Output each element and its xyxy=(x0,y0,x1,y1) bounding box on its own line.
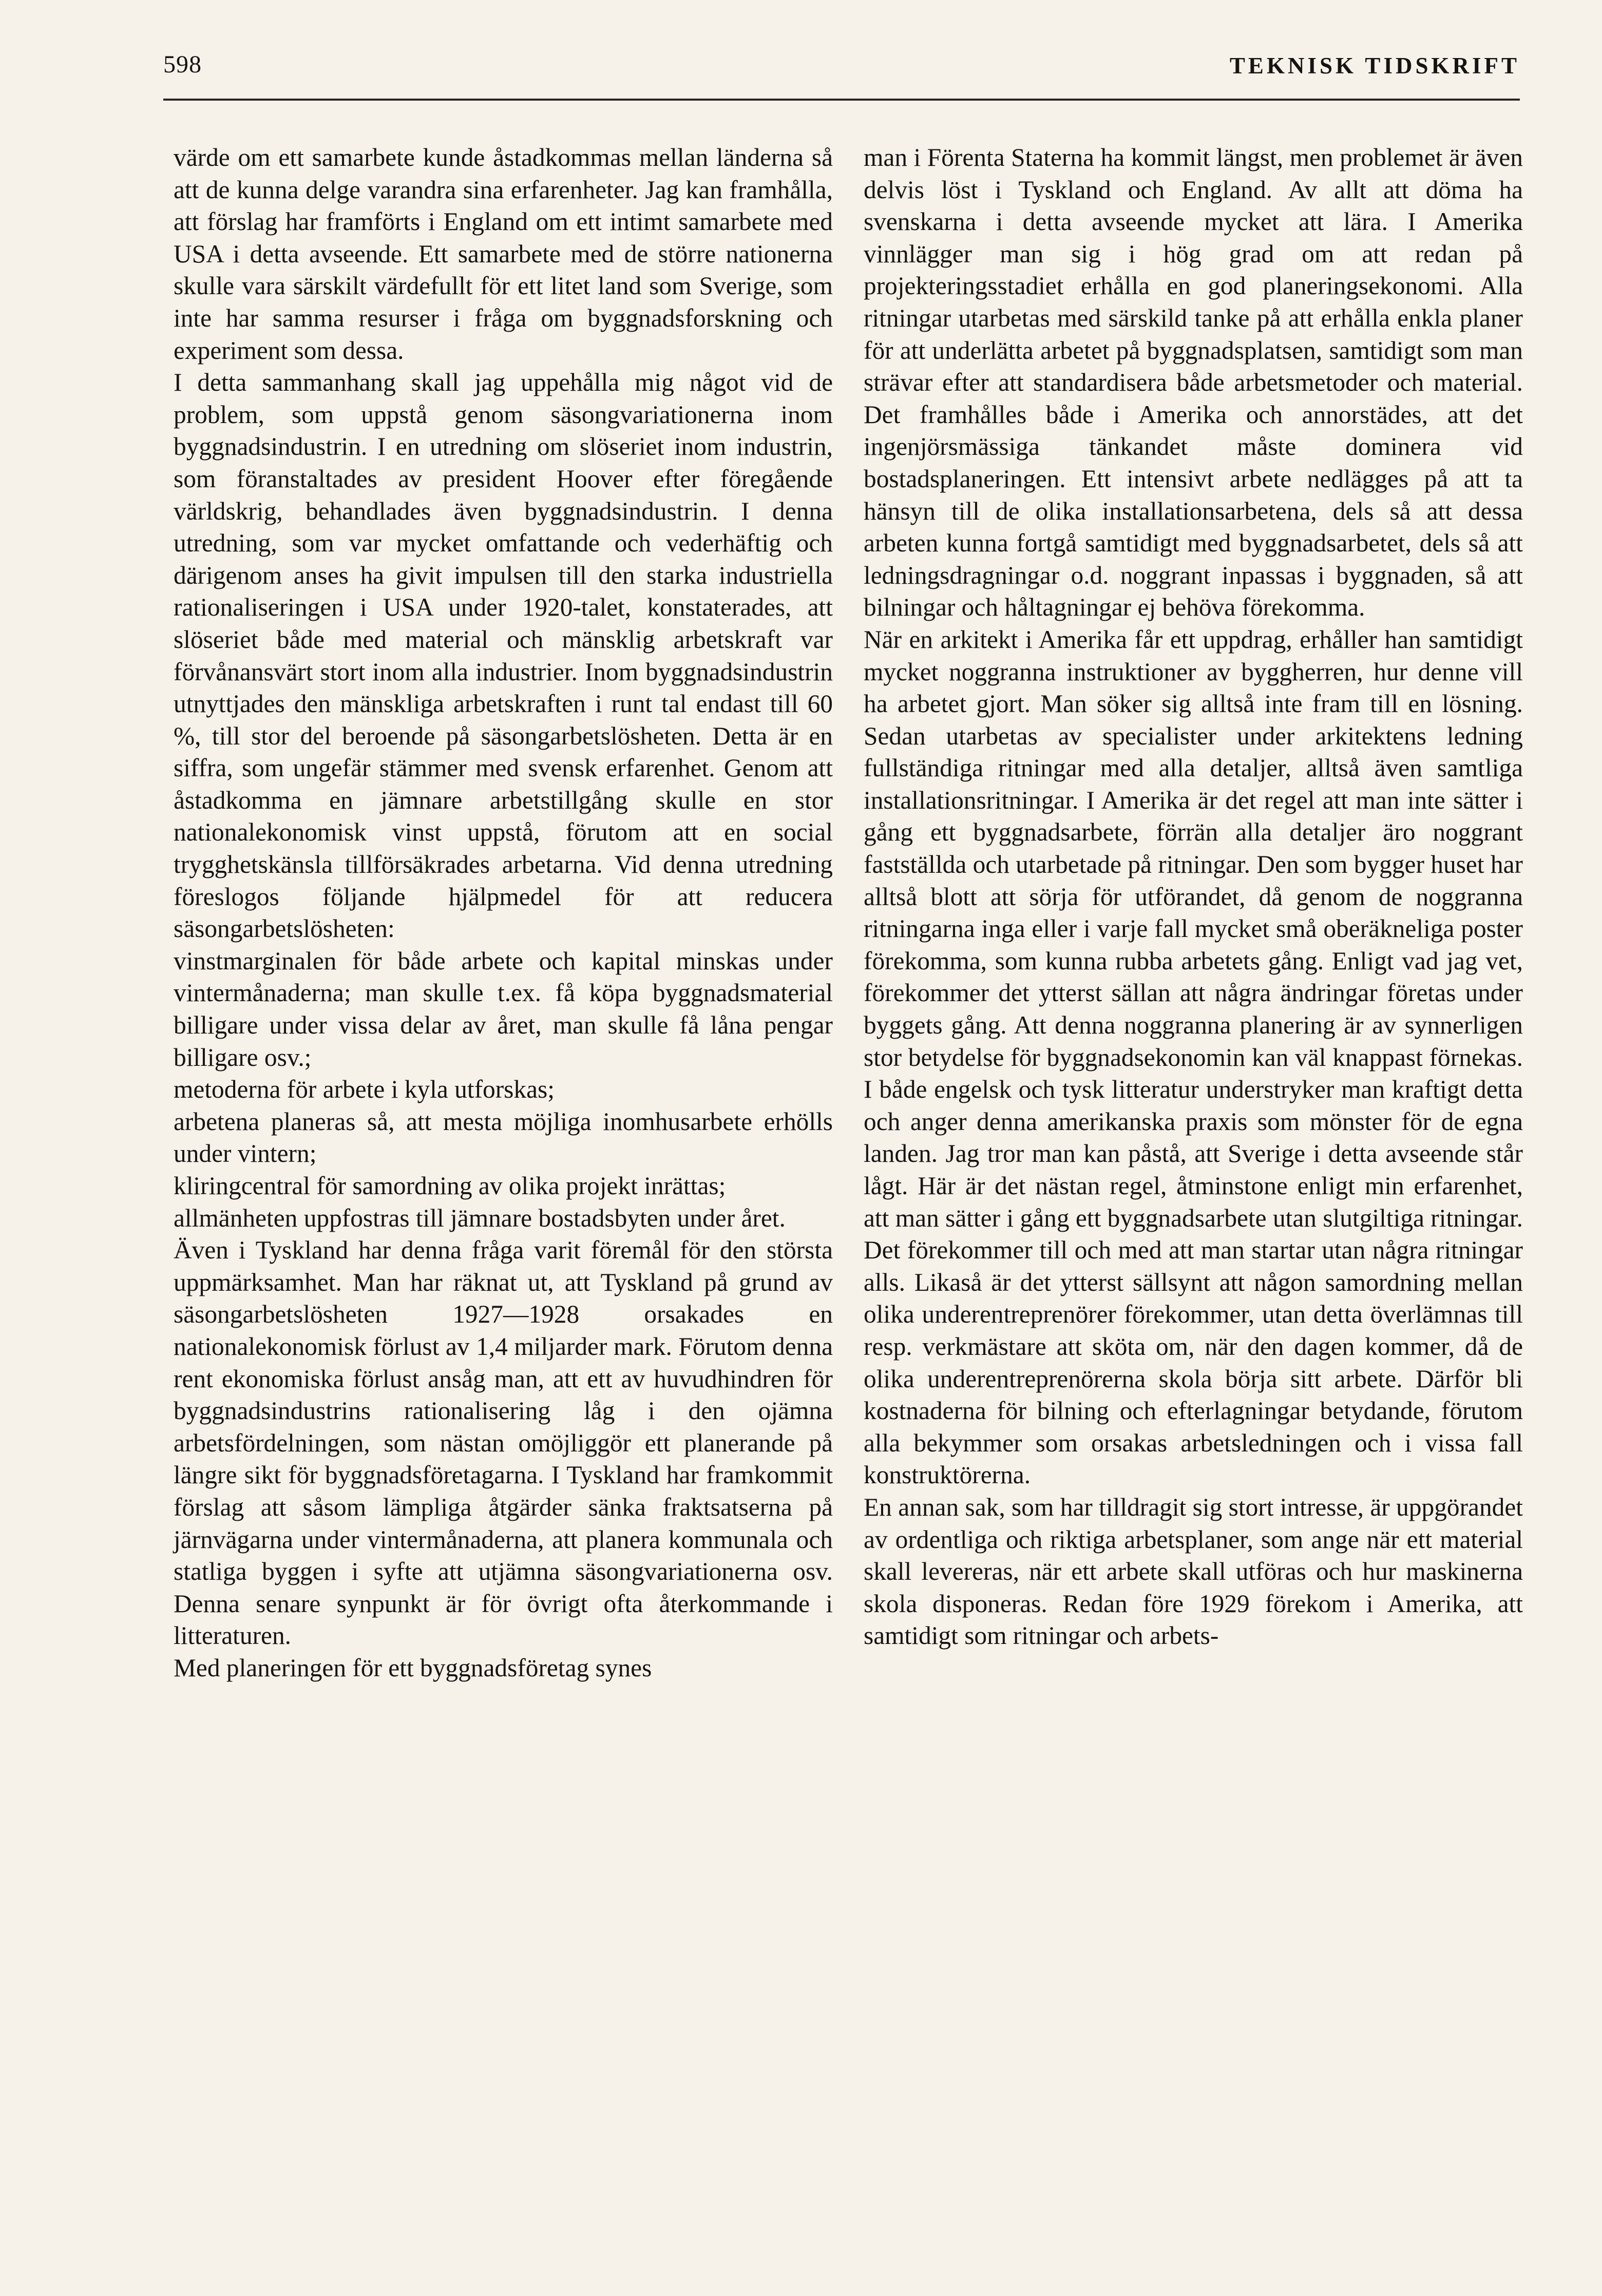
paragraph: Även i Tyskland har denna fråga varit föremål för den största uppmärksamhet. Man har räknat ut, att Tyskland på grund av säsongarbetslösheten 1927—1928 orsakades en nationalekonomisk förlust av 1,4 miljarder mark. Förutom denna rent ekonomiska förlust ansåg man, att ett av huvudhindren för byggnadsindustrins rationalisering låg i den ojämna arbetsfördelningen, som nästan omöjliggör ett planerande på längre sikt för byggnadsföretagarna. I Tyskland har framkommit förslag att såsom lämpliga åtgärder sänka fraktsatserna på järnvägarna under vintermånaderna, att planera kommunala och statliga byggen i syfte att utjämna säsongvariationerna osv. Denna senare synpunkt är för övrigt ofta återkommande i litteraturen. xyxy=(174,1236,833,1650)
paragraph: Med planeringen för ett byggnadsföretag synes xyxy=(174,1653,652,1682)
header-rule xyxy=(163,99,1520,101)
paragraph: En annan sak, som har tilldragit sig stort intresse, är uppgörandet av ordentliga och riktiga arbetsplaner, som ange när ett material skall levereras, när ett arbete skall utföras och hur maskinerna skola disponeras. Redan före 1929 förekom i Amerika, att samtidigt som ritningar och arbets- xyxy=(864,1493,1523,1650)
paragraph: man i Förenta Staterna ha kommit längst, men problemet är även delvis löst i Tyskland och England. Av allt att döma ha svenskarna i detta avseende mycket att lära. I Amerika vinnlägger man sig i hög grad om att redan på projekteringsstadiet erhålla en god planeringsekonomi. Alla ritningar utarbetas med särskild tanke på att erhålla enkla planer för att underlätta arbetet på byggnadsplatsen, samtidigt som man strävar efter att standardisera både arbetsmetoder och material. Det framhålles både i Amerika och annorstädes, att det ingenjörsmässiga tänkandet måste dominera vid bostadsplaneringen. Ett intensivt arbete nedlägges på att ta hänsyn till de olika installationsarbetena, dels så att dessa arbeten kunna fortgå samtidigt med byggnadsarbetet, dels så att ledningsdragningar o.d. noggrant inpassas i byggnaden, så att bilningar och håltagningar ej behöva förekomma. xyxy=(864,143,1523,622)
paragraph: När en arkitekt i Amerika får ett uppdrag, erhåller han samtidigt mycket noggranna instruktioner av byggherren, hur denne vill ha arbetet gjort. Man söker sig alltså inte fram till en lösning. Sedan utarbetas av specialister under arkitektens ledning fullständiga ritningar med alla detaljer, alltså även samtliga installationsritningar. I Amerika är det regel att man inte sätter i gång ett byggnadsarbete, förrän alla detaljer äro noggrant fastställda och utarbetade på ritningar. Den som bygger huset har alltså blott att sörja för utförandet, då genom de noggranna ritningarna inga eller i varje fall mycket små oberäkneliga poster förekomma, som kunna rubba arbetets gång. Enligt vad jag vet, förekommer det ytterst sällan att några ändringar företas under byggets gång. Att denna noggranna planering är av synnerligen stor betydelse för byggnadsekonomin kan väl knappast förnekas. I både engelsk och tysk litteratur understryker man kraftigt detta och anger denna amerikanska praxis som mönster för de egna landen. Jag tror man kan påstå, att Sverige i detta avseende står lågt. Här är det nästan regel, åtminstone enligt min erfarenhet, att man sätter i gång ett byggnadsarbete utan slutgiltiga ritningar. Det förekommer till och med att man startar utan några ritningar alls. Likaså är det ytterst sällsynt att någon samordning mellan olika underentreprenörer förekommer, utan detta överlämnas till resp. verkmästare att sköta om, när den dagen kommer, då de olika underentreprenörerna skola börja sitt arbete. Därför bli kostnaderna för bilning och efterlagningar betydande, förutom alla bekymmer som orsakas arbetsledningen och i vissa fall konstruktörerna. xyxy=(864,625,1523,1489)
list-item: vinstmarginalen för både arbete och kapital minskas under vintermånaderna; man skulle t.ex. få köpa byggnadsmaterial billigare under vissa delar av året, man skulle få låna pengar billigare osv.; xyxy=(174,946,833,1072)
left-column xyxy=(174,142,833,1685)
list-item: arbetena planeras så, att mesta möjliga inomhusarbete erhölls under vintern; xyxy=(174,1107,833,1168)
list-item: allmänheten uppfostras till jämnare bostadsbyten under året. xyxy=(174,1203,786,1232)
list-item: metoderna för arbete i kyla utforskas; xyxy=(174,1075,555,1104)
right-column xyxy=(864,142,1523,1652)
list-item: kliringcentral för samordning av olika projekt inrättas; xyxy=(174,1172,726,1200)
paragraph: värde om ett samarbete kunde åstadkommas mellan länderna så att de kunna delge varandra sina erfarenheter. Jag kan framhålla, att förslag har framförts i England om ett intimt samarbete med USA i detta avseende. Ett samarbete med de större nationerna skulle vara särskilt värdefullt för ett litet land som Sverige, som inte har samma resurser i fråga om byggnadsforskning och experiment som dessa. xyxy=(174,143,833,365)
page-number: 598 xyxy=(163,51,202,78)
paragraph: I detta sammanhang skall jag uppehålla mig något vid de problem, som uppstå genom säsongvariationerna inom byggnadsindustrin. I en utredning om slöseriet inom industrin, som föranstaltades av president Hoover efter föregående världskrig, behandlades även byggnadsindustrin. I denna utredning, som var mycket omfattande och vederhäftig och därigenom anses ha givit impulsen till den starka industriella rationaliseringen i USA under 1920-talet, konstaterades, att slöseriet både med material och mänsklig arbetskraft var förvånansvärt stort inom alla industrier. Inom byggnadsindustrin utnyttjades den mänskliga arbetskraften i runt tal endast till 60 %, till stor del beroende på säsongarbetslösheten. Detta är en siffra, som ungefär stämmer med svensk erfarenhet. Genom att åstadkomma en jämnare arbetstillgång skulle en stor nationalekonomisk vinst uppstå, förutom att en social trygghetskänsla tillförsäkrades arbetarna. Vid denna utredning föreslogos följande hjälpmedel för att reducera säsongarbetslösheten: xyxy=(174,368,833,943)
journal-title: TEKNISK TIDSKRIFT xyxy=(1229,53,1520,79)
